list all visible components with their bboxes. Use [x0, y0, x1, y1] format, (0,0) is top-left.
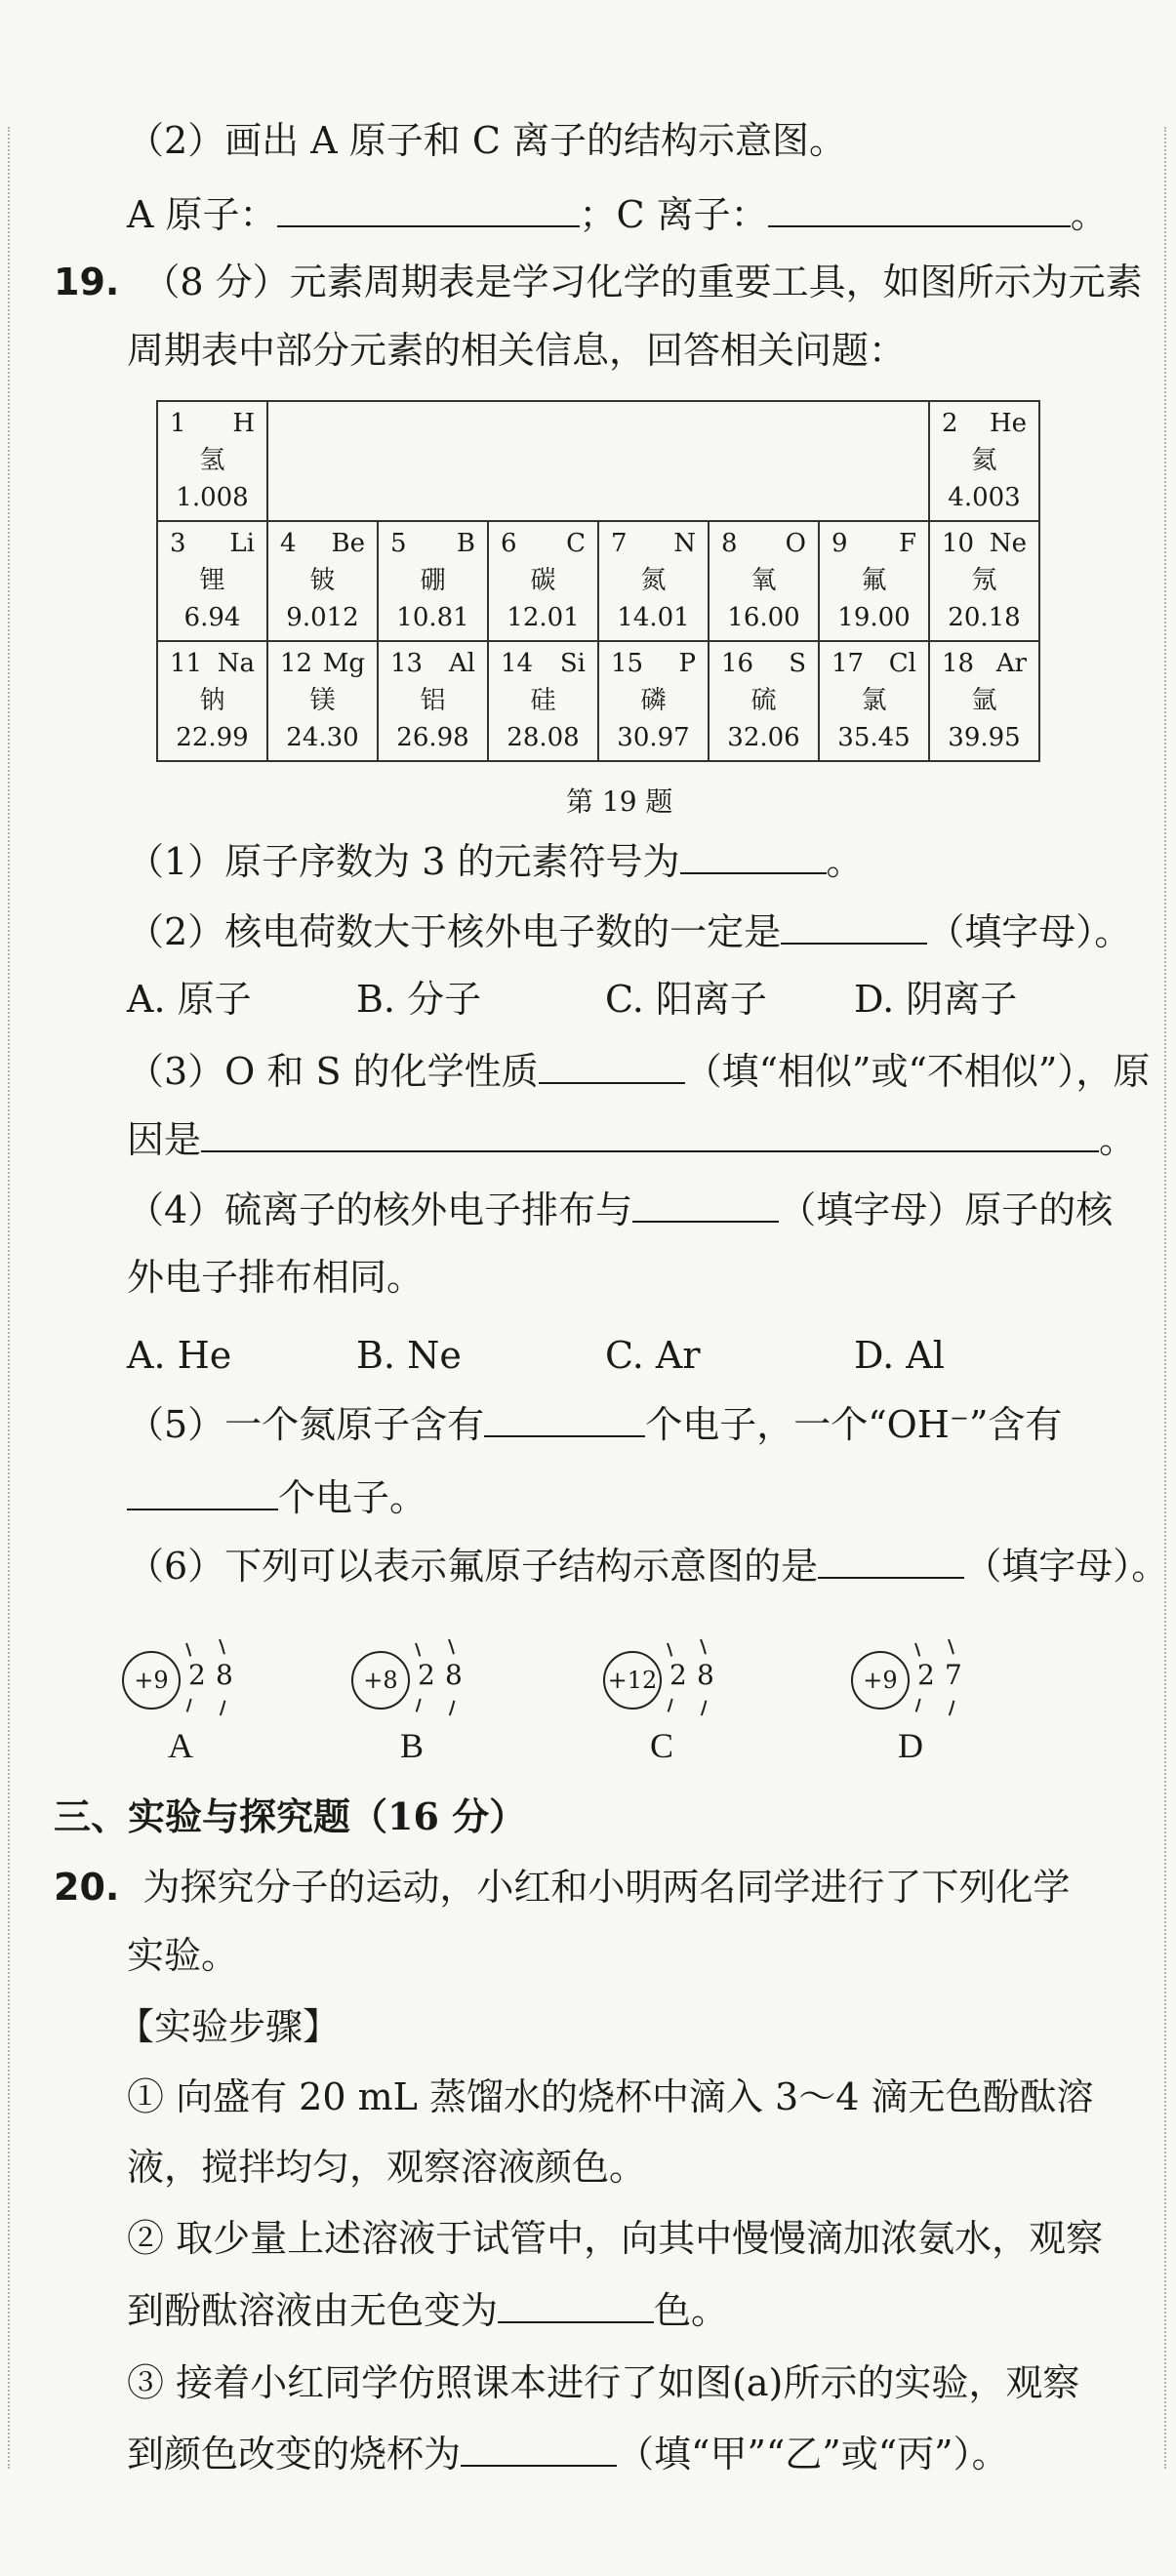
option-a: A. 原子 [127, 978, 252, 1021]
element-cell: 7 N 氮 14.01 [598, 521, 709, 641]
element-cell: 8 O 氧 16.00 [709, 521, 819, 641]
answer-blank-color[interactable] [498, 2286, 654, 2323]
q20-intro-line2: 实验。 [127, 1934, 239, 1977]
c-ion-label: ；C 离子： [579, 193, 768, 236]
q20-intro-line1: 为探究分子的运动，小红和小明两名同学进行了下列化学 [142, 1866, 1071, 1909]
atom-label-b: B [400, 1726, 425, 1765]
left-margin-line [8, 127, 10, 2469]
step-1-line2: 液，搅拌均匀，观察溶液颜色。 [127, 2146, 647, 2189]
element-cell: 12 Mg 镁 24.30 [267, 641, 378, 761]
q19-part6: （6）下列可以表示氟原子结构示意图的是 （填字母）。 [127, 1542, 1168, 1590]
answer-blank-6[interactable] [818, 1542, 964, 1579]
q19-part1: （1）原子序数为 3 的元素符号为 。 [127, 837, 864, 885]
q19-part4: （4）硫离子的核外电子排布与 （填字母）原子的核 [127, 1186, 1113, 1233]
element-cell: 15 P 磷 30.97 [598, 641, 709, 761]
element-cell: 13 Al 铝 26.98 [378, 641, 488, 761]
q19-part3: （3）O 和 S 的化学性质 （填“相似”或“不相似”），原 [127, 1047, 1150, 1095]
q19-intro-line2: 周期表中部分元素的相关信息，回答相关问题： [127, 329, 907, 372]
nucleus: +9 [122, 1651, 181, 1710]
step-3-line2: 到颜色改变的烧杯为 （填“甲”“乙”或“丙”）。 [127, 2430, 1009, 2477]
option-d: D. 阴离子 [854, 978, 1018, 1021]
right-margin-line [1164, 127, 1166, 2469]
atom-label-c: C [650, 1726, 674, 1765]
period: 。 [1070, 193, 1108, 236]
answer-blank-beaker[interactable] [461, 2430, 617, 2467]
q18-answer-line [127, 190, 1108, 238]
element-cell: 11 Na 钠 22.99 [157, 641, 267, 761]
shell-2-electrons: 8 [697, 1659, 714, 1691]
q20-intro [54, 1864, 1070, 1911]
question-number: 20. [54, 1866, 120, 1909]
table-row-1 [157, 401, 1039, 521]
step-1-line1: ① 向盛有 20 mL 蒸馏水的烧杯中滴入 3～4 滴无色酚酞溶 [127, 2075, 1094, 2118]
shell-1-electrons: 2 [418, 1659, 435, 1691]
table-row-3 [157, 641, 1039, 761]
q19-part5-b: 个电子。 [127, 1473, 426, 1521]
option-c: C. Ar [605, 1334, 701, 1377]
atom-label-a: A [168, 1726, 193, 1765]
section-heading: 三、实验与探究题（16 分） [54, 1794, 527, 1838]
q18-part2: （2）画出 A 原子和 C 离子的结构示意图。 [127, 119, 847, 162]
figure-caption: 第 19 题 [566, 785, 673, 818]
q19-intro-line1: （8 分）元素周期表是学习化学的重要工具，如图所示为元素 [142, 261, 1143, 303]
q19-intro [54, 259, 1143, 305]
answer-blank-3b[interactable] [201, 1115, 1099, 1152]
answer-blank-c[interactable] [768, 190, 1071, 227]
element-cell: 3 Li 锂 6.94 [157, 521, 267, 641]
step-3-line1: ③ 接着小红同学仿照课本进行了如图(a)所示的实验，观察 [127, 2361, 1080, 2404]
shell-2-electrons: 8 [445, 1659, 463, 1691]
shell-1-electrons: 2 [917, 1659, 935, 1691]
answer-blank-2[interactable] [781, 907, 927, 945]
element-cell: 17 Cl 氯 35.45 [819, 641, 929, 761]
element-cell-H: 1 H 氢 1.008 [157, 401, 267, 521]
atom-diagram-d [851, 1630, 1007, 1727]
question-number: 19. [54, 261, 120, 303]
steps-heading: 【实验步骤】 [117, 2005, 341, 2048]
shell-2-electrons: 8 [216, 1659, 233, 1691]
element-cell: 4 Be 铍 9.012 [267, 521, 378, 641]
option-d: D. Al [854, 1334, 945, 1377]
nucleus: +8 [351, 1651, 410, 1710]
atom-diagram-a [122, 1630, 278, 1727]
element-cell: 9 F 氟 19.00 [819, 521, 929, 641]
atom-diagram-b [351, 1630, 507, 1727]
a-atom-label: A 原子： [127, 193, 277, 236]
element-cell: 5 B 硼 10.81 [378, 521, 488, 641]
table-row-2 [157, 521, 1039, 641]
option-c: C. 阳离子 [605, 978, 767, 1021]
option-a: A. He [127, 1334, 232, 1377]
answer-blank-1[interactable] [680, 837, 827, 874]
answer-blank-a[interactable] [277, 190, 580, 227]
shell-1-electrons: 2 [669, 1659, 687, 1691]
q19-part4-b: 外电子排布相同。 [127, 1256, 425, 1299]
atom-label-d: D [898, 1726, 923, 1765]
element-cell: 18 Ar 氩 39.95 [929, 641, 1039, 761]
answer-blank-5a[interactable] [484, 1400, 645, 1437]
element-cell-He: 2 He 氦 4.003 [929, 401, 1039, 521]
q19-part5: （5）一个氮原子含有 个电子，一个“OH⁻”含有 [127, 1400, 1062, 1448]
shell-1-electrons: 2 [188, 1659, 206, 1691]
option-b: B. Ne [356, 1334, 462, 1377]
shell-2-electrons: 7 [945, 1659, 962, 1691]
element-cell: 16 S 硫 32.06 [709, 641, 819, 761]
answer-blank-3[interactable] [539, 1047, 685, 1084]
q19-part3-reason: 因是 。 [127, 1115, 1136, 1163]
atom-diagram-c [603, 1630, 759, 1727]
answer-blank-5b[interactable] [127, 1473, 278, 1510]
answer-blank-4[interactable] [632, 1186, 779, 1223]
option-b: B. 分子 [356, 978, 482, 1021]
nucleus: +9 [851, 1651, 910, 1710]
element-cell: 14 Si 硅 28.08 [488, 641, 598, 761]
nucleus: +12 [603, 1651, 662, 1710]
q19-part2: （2）核电荷数大于核外电子数的一定是 （填字母）。 [127, 907, 1131, 955]
step-2-line1: ② 取少量上述溶液于试管中，向其中慢慢滴加浓氨水，观察 [127, 2217, 1104, 2260]
periodic-table [156, 400, 1040, 762]
step-2-line2: 到酚酞溶液由无色变为 色。 [127, 2286, 728, 2334]
element-cell: 6 C 碳 12.01 [488, 521, 598, 641]
element-cell: 10 Ne 氖 20.18 [929, 521, 1039, 641]
